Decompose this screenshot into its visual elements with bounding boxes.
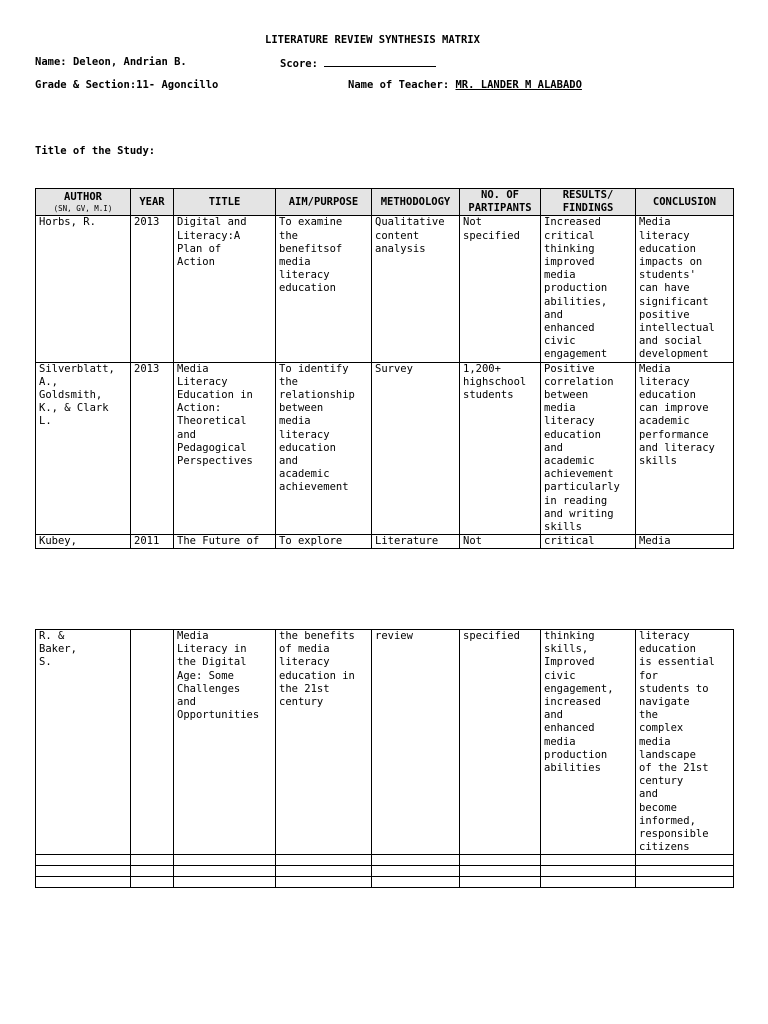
cell-conclusion: Media — [636, 535, 734, 549]
cell-aim: To examine the benefitsof media literacy education — [276, 216, 372, 362]
table-header-row — [36, 189, 734, 216]
empty-cell — [541, 866, 636, 877]
empty-cell — [36, 855, 131, 866]
empty-cell — [372, 877, 460, 888]
empty-cell — [174, 866, 276, 877]
cell-results: thinking skills, Improved civic engagement, increased and enhanced media production abilities — [541, 630, 636, 855]
empty-row — [36, 877, 734, 888]
empty-cell — [636, 866, 734, 877]
col-conclusion-header: CONCLUSION — [636, 189, 734, 216]
cell-year — [131, 630, 174, 855]
cell-participants: Not specified — [460, 216, 541, 362]
empty-cell — [372, 855, 460, 866]
empty-cell — [636, 877, 734, 888]
cell-participants: specified — [460, 630, 541, 855]
synthesis-table-continued — [35, 629, 734, 888]
table-row — [36, 216, 734, 362]
cell-title: The Future of — [174, 535, 276, 549]
score-label: Score: — [280, 58, 318, 70]
name-value: Deleon, Andrian B. — [72, 56, 187, 68]
teacher-value: MR. LANDER M ALABADO — [455, 79, 582, 91]
col-title-header: TITLE — [174, 189, 276, 216]
name-label: Name: — [35, 56, 67, 68]
cell-year: 2011 — [131, 535, 174, 549]
score-blank — [324, 56, 436, 67]
cell-title: Digital and Literacy:A Plan of Action — [174, 216, 276, 362]
cell-conclusion: literacy education is essential for students to navigate the complex media landscape of the 21st century and become informed, responsible citizens — [636, 630, 734, 855]
cell-conclusion: Media literacy education can improve academic performance and literacy skills — [636, 362, 734, 535]
empty-cell — [174, 855, 276, 866]
grade-value: 11- Agoncillo — [136, 79, 219, 91]
col-year-header: YEAR — [131, 189, 174, 216]
empty-cell — [372, 866, 460, 877]
empty-cell — [36, 877, 131, 888]
grade-line — [35, 79, 218, 92]
cell-author: R. & Baker, S. — [36, 630, 131, 855]
table-row — [36, 535, 734, 549]
empty-row — [36, 855, 734, 866]
grade-label: Grade & Section: — [35, 79, 137, 91]
col-results-header: RESULTS/ FINDINGS — [541, 189, 636, 216]
empty-cell — [131, 855, 174, 866]
empty-cell — [276, 877, 372, 888]
score-line — [280, 56, 436, 71]
empty-cell — [460, 855, 541, 866]
cell-aim: To identify the relationship between media literacy education and academic achievement — [276, 362, 372, 535]
cell-author: Kubey, — [36, 535, 131, 549]
cell-author: Silverblatt, A., Goldsmith, K., & Clark L. — [36, 362, 131, 535]
table-row — [36, 630, 734, 855]
col-aim-header: AIM/PURPOSE — [276, 189, 372, 216]
name-line — [35, 56, 187, 69]
cell-participants: 1,200+ highschool students — [460, 362, 541, 535]
col-participants-header: NO. OF PARTIPANTS — [460, 189, 541, 216]
cell-results: Positive correlation between media literacy education and academic achievement particularly in reading and writing skills — [541, 362, 636, 535]
empty-row — [36, 866, 734, 877]
cell-methodology: Literature — [372, 535, 460, 549]
table-row — [36, 362, 734, 535]
cell-methodology: Qualitative content analysis — [372, 216, 460, 362]
teacher-line — [348, 79, 582, 92]
col-author-subheader: (SN, GV, M.I) — [53, 204, 113, 214]
empty-cell — [276, 855, 372, 866]
col-author-header: AUTHOR (SN, GV, M.I) — [36, 189, 131, 216]
empty-cell — [460, 877, 541, 888]
cell-title: Media Literacy in the Digital Age: Some Challenges and Opportunities — [174, 630, 276, 855]
page-title: LITERATURE REVIEW SYNTHESIS MATRIX — [265, 34, 480, 46]
empty-cell — [460, 866, 541, 877]
cell-year: 2013 — [131, 362, 174, 535]
cell-aim: the benefits of media literacy education in the 21st century — [276, 630, 372, 855]
cell-methodology: review — [372, 630, 460, 855]
synthesis-table — [35, 188, 734, 549]
empty-cell — [636, 855, 734, 866]
cell-title: Media Literacy Education in Action: Theoretical and Pedagogical Perspectives — [174, 362, 276, 535]
cell-methodology: Survey — [372, 362, 460, 535]
cell-year: 2013 — [131, 216, 174, 362]
cell-results: critical — [541, 535, 636, 549]
teacher-label: Name of Teacher: — [348, 79, 450, 91]
col-methodology-header: METHODOLOGY — [372, 189, 460, 216]
empty-cell — [131, 877, 174, 888]
cell-results: Increased critical thinking improved media production abilities, and enhanced civic engagement — [541, 216, 636, 362]
cell-aim: To explore — [276, 535, 372, 549]
study-title-label: Title of the Study: — [35, 145, 156, 157]
empty-cell — [36, 866, 131, 877]
empty-cell — [541, 877, 636, 888]
empty-cell — [541, 855, 636, 866]
empty-cell — [174, 877, 276, 888]
cell-author: Horbs, R. — [36, 216, 131, 362]
empty-cell — [131, 866, 174, 877]
cell-participants: Not — [460, 535, 541, 549]
empty-cell — [276, 866, 372, 877]
cell-conclusion: Media literacy education impacts on students' can have significant positive intellectual and social development — [636, 216, 734, 362]
